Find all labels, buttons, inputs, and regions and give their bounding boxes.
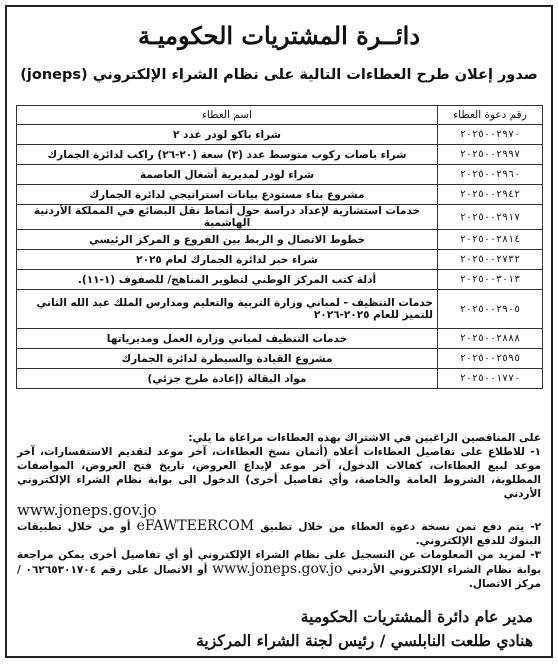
tenders-table <box>16 105 543 389</box>
table-row <box>17 369 543 389</box>
column-header-name: اسم العطاء <box>17 106 438 125</box>
note-2 <box>17 519 541 548</box>
signature-name: هنادي طلعت النابلسي / رئيس لجنة الشراء المركزية <box>196 631 533 650</box>
signature-title: مدير عام دائرة المشتريات الحكومية <box>300 607 533 626</box>
tender-name: مشروع القيادة والسيطرة لدائرة الجمارك <box>17 349 438 369</box>
joneps-link[interactable]: www.joneps.gov.jo <box>17 501 157 519</box>
tender-number: ٢٠٢٥٠٠٢٨٨٨ <box>438 329 543 349</box>
note-2-text-b: أو من خلال تطبيقات البنوك للدفع الإلكتروني. <box>17 521 541 547</box>
table-row <box>17 270 543 290</box>
table-row <box>17 290 543 329</box>
table-row <box>17 205 543 230</box>
tender-name: خدمات استشارية لإعداد دراسة حول أنماط نقل البضائع في المملكة الأردنية الهاشمية <box>17 205 438 230</box>
tender-number: ٢٠٢٥٠٠١٧٧٠ <box>438 369 543 389</box>
page-title: دائــرة المشتريات الحكوميـة <box>137 21 421 50</box>
tender-name: شراء باصات ركوب متوسط عدد (٣) سعة (٢٠-٢٦) راكب لدائرة الجمارك <box>17 145 438 165</box>
announcement-page <box>5 5 553 658</box>
tender-name: خدمات التنظيف لمباني وزارة العمل ومديرياتها <box>17 329 438 349</box>
tender-number: ٢٠٢٥٠٠٢٩٧٠ <box>438 125 543 145</box>
note-1: ١- للاطلاع على تفاصيل العطاءات أعلاه (أثمان نسخ العطاءات، آخر موعد لتقديم الاستفسارات، آخر موعد لبيع العطاءات، كفالات الدخول، آخر موعد لإيداع العروض، تاريخ فتح العروض، المواصفات المطلوبة، الشروط العامة والخاصة، وأي تفاصيل أخرى) الدخول الى بوابة نظام الشراء الإلكتروني الأردني <box>17 446 541 500</box>
tender-name: شراء حبر لدائرة الجمارك لعام ٢٠٢٥ <box>17 250 438 270</box>
tender-name: مواد البقالة (إعادة طرح جزئي) <box>17 369 438 389</box>
tender-number: ٢٠٢٥٠٠٢٥٩٥ <box>438 349 543 369</box>
notes-intro: على المناقصين الراغبين في الاشتراك بهذه العطاءات مراعاة ما يلي: <box>188 432 541 444</box>
efawateercom-app-name: eFAWTEERCOM <box>136 518 255 534</box>
column-header-number: رقم دعوة العطاء <box>438 106 543 125</box>
tender-name: شراء لودر لمديرية أشغال العاصمة <box>17 165 438 185</box>
table-row <box>17 250 543 270</box>
tender-number: ٢٠٢٥٠٠٢٩١٧ <box>438 205 543 230</box>
tender-number: ٢٠٢٥٠٠٢٩٦٠ <box>438 165 543 185</box>
note-2-text-a: ٢- يتم دفع ثمن نسخة دعوة العطاء من خلال تطبيق <box>260 521 542 533</box>
table-header-row <box>17 106 543 125</box>
tender-number: ٢٠٢٥٠٠٢٩٤٢ <box>438 185 543 205</box>
tender-name: أدلة كتب المركز الوطني لتطوير المناهج/ للصفوف (١-١١). <box>17 270 438 290</box>
tender-name: خدمات التنظيف - لمباني وزارة التربية والتعليم ومدارس الملك عبد الله الثاني للتميز للعام ٢٠٢٥-٢٠٢٦ <box>17 290 438 329</box>
page-subtitle: صدور إعلان طرح العطاءات التالية على نظام الشراء الإلكتروني (joneps) <box>20 67 538 83</box>
tender-name: شراء باكو لودر عدد ٢ <box>17 125 438 145</box>
tender-number: ٢٠٢٥٠٠٢٧٣٢ <box>438 250 543 270</box>
table-row <box>17 329 543 349</box>
joneps-link-2[interactable]: www.joneps.gov.jo <box>212 561 343 577</box>
table-row <box>17 145 543 165</box>
tender-number: ٢٠٢٥٠٠٢٩٠٥ <box>438 290 543 329</box>
note-3 <box>17 548 541 591</box>
table-row <box>17 165 543 185</box>
tender-number: ٢٠٢٥٠٠٢٨١٤ <box>438 230 543 250</box>
note-3-text-a: ٣- لمزيد من المعلومات عن التسجيل على نظام الشراء الإلكتروني أو أي تفاصيل أخرى يمكن مراجعة بوابة نظام الشراء الإلكتروني الأردني <box>17 549 542 576</box>
table-row <box>17 349 543 369</box>
table-row <box>17 185 543 205</box>
table-row <box>17 230 543 250</box>
notes-section <box>17 431 541 591</box>
tender-number: ٢٠٢٥٠٠٢٩٩٧ <box>438 145 543 165</box>
tender-name: خطوط الاتصال و الربط بين الفروع و المركز الرئيسي <box>17 230 438 250</box>
tender-name: مشروع بناء مستودع بيانات استراتيجي لدائرة الجمارك <box>17 185 438 205</box>
note-3-text-b: أو الاتصال على رقم ٠٦٢٦٥٣٠١٧٠٤ / مركز الاتصال. <box>17 564 541 590</box>
table-row <box>17 125 543 145</box>
tender-number: ٢٠٢٥٠٠٣٠١٣ <box>438 270 543 290</box>
